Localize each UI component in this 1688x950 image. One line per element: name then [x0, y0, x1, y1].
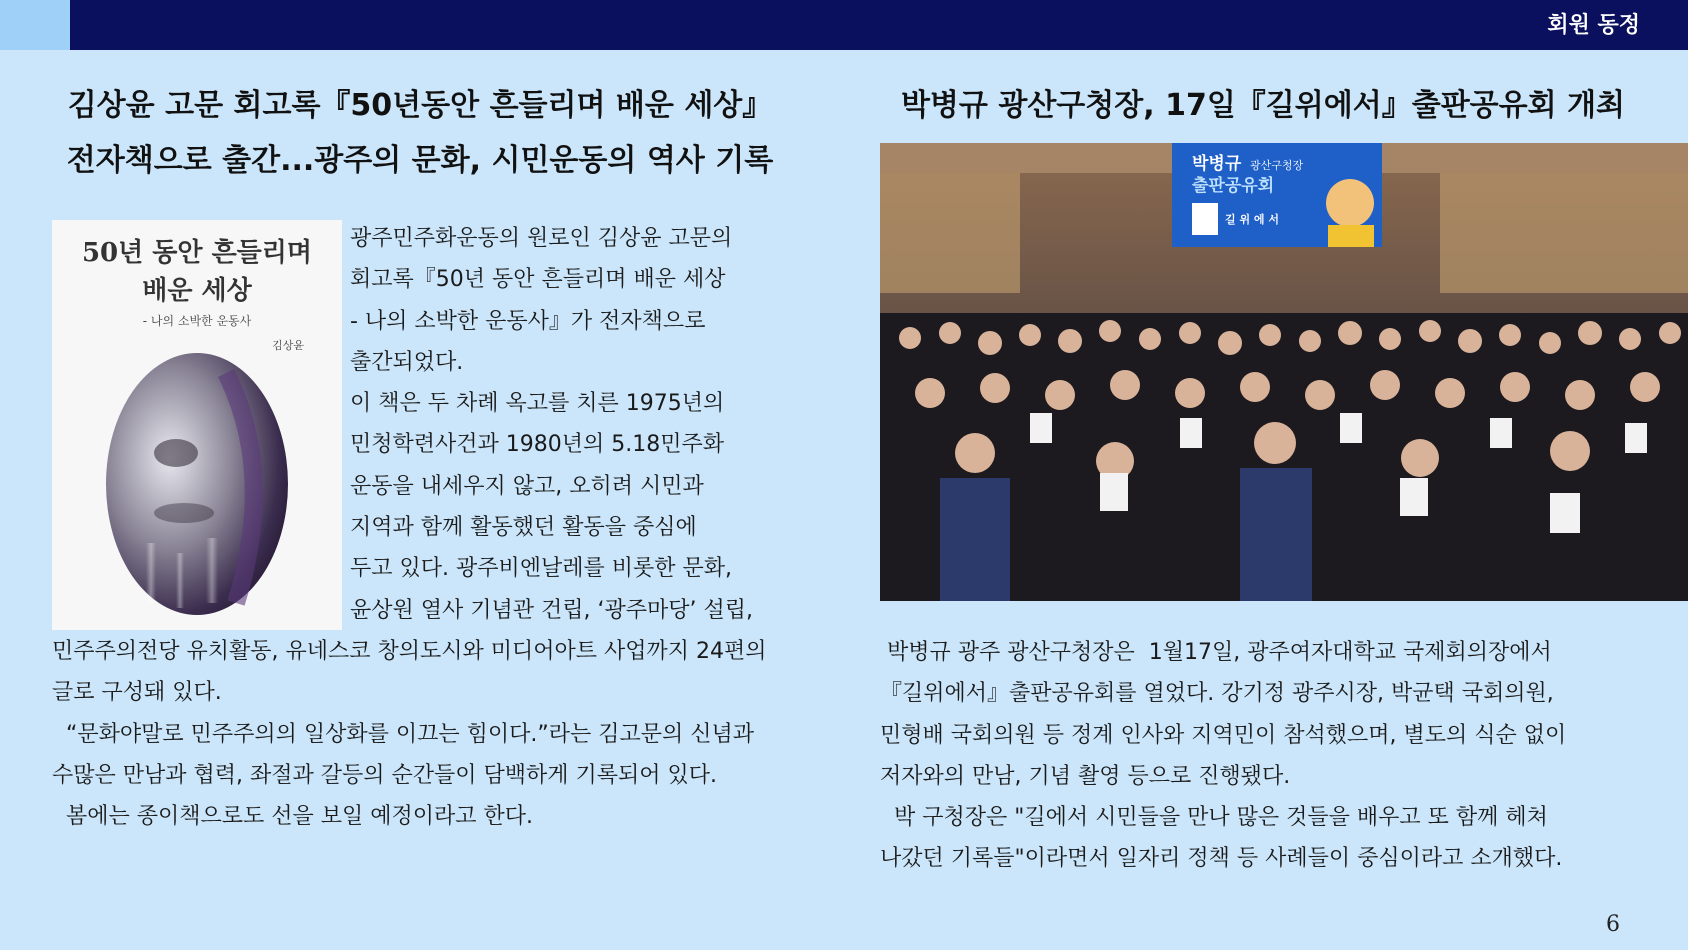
left-body-line: 출간되었다. — [350, 349, 464, 375]
left-body-line: 봄에는 종이책으로도 선을 보일 예정이라고 한다. — [52, 804, 533, 830]
left-body-line: 광주민주화운동의 원로인 김상윤 고문의 — [350, 226, 733, 251]
right-article-body — [880, 632, 1680, 880]
header-accent — [0, 0, 70, 50]
section-label: 회원 동정 — [1547, 13, 1640, 38]
left-title-line-1: 김상윤 고문 회고록『50년동안 흔들리며 배운 세상』 — [67, 88, 773, 123]
right-body-line: 저자와의 만남, 기념 촬영 등으로 진행됐다. — [880, 763, 1291, 789]
left-article-body — [52, 218, 812, 837]
left-body-line: 윤상원 열사 기념관 건립, ‘광주마당’ 설립, — [350, 597, 753, 623]
banner-role: 광산구청장 — [1250, 159, 1304, 172]
event-photo — [880, 143, 1688, 601]
right-article-title: 박병규 광산구청장, 17일『길위에서』출판공유회 개최 — [900, 88, 1626, 123]
left-body-line: 민주주의전당 유치활동, 유네스코 창의도시와 미디어아트 사업까지 24편의 — [52, 638, 767, 664]
left-body-line: 회고록『50년 동안 흔들리며 배운 세상 — [350, 267, 726, 293]
right-body-line: 박 구청장은 "길에서 시민들을 만나 많은 것들을 배우고 또 함께 헤쳐 — [880, 805, 1548, 831]
left-body-line: 운동을 내세우지 않고, 오히려 시민과 — [350, 473, 704, 499]
left-body-line: 지역과 함께 활동했던 활동을 중심에 — [350, 515, 697, 541]
left-body-line: 두고 있다. 광주비엔날레를 비롯한 문화, — [350, 556, 732, 582]
banner-book: 길 위 에 서 — [1225, 213, 1279, 226]
left-body-line: 수많은 만남과 협력, 좌절과 갈등의 순간들이 담백하게 기록되어 있다. — [52, 762, 717, 788]
cover-subtitle: - 나의 소박한 운동사 — [142, 314, 252, 328]
cover-author: 김상윤 — [272, 339, 304, 352]
right-body-line: 나갔던 기록들"이라면서 일자리 정책 등 사례들이 중심이라고 소개했다. — [880, 846, 1563, 872]
event-photo-illustration — [880, 143, 1688, 601]
right-body-line: 『길위에서』출판공유회를 열었다. 강기정 광주시장, 박균택 국회의원, — [880, 681, 1554, 707]
banner-name: 박병규 — [1192, 154, 1242, 174]
header-bar — [0, 0, 1688, 50]
left-body-line: 글로 구성돼 있다. — [52, 680, 222, 706]
left-title-line-2: 전자책으로 출간...광주의 문화, 시민운동의 역사 기록 — [66, 143, 774, 178]
left-article-title — [30, 78, 810, 188]
cover-title-line-2: 배운 세상 — [142, 276, 252, 306]
banner-event: 출판공유회 — [1192, 176, 1275, 196]
left-body-line: - 나의 소박한 운동사』가 전자책으로 — [350, 308, 706, 334]
left-body-line: 민청학련사건과 1980년의 5.18민주화 — [350, 432, 724, 458]
left-body-line: 이 책은 두 차례 옥고를 치른 1975년의 — [350, 391, 725, 417]
right-body-line: 민형배 국회의원 등 정계 인사와 지역민이 참석했으며, 별도의 식순 없이 — [880, 722, 1567, 748]
cover-title-line-1: 50년 동안 흔들리며 — [81, 238, 313, 268]
page-number: 6 — [1606, 912, 1620, 937]
left-body-line: “문화야말로 민주주의의 일상화를 이끄는 힘이다.”라는 김고문의 신념과 — [52, 721, 755, 747]
right-body-line: 박병규 광주 광산구청장은 1월17일, 광주여자대학교 국제회의장에서 — [880, 640, 1552, 665]
